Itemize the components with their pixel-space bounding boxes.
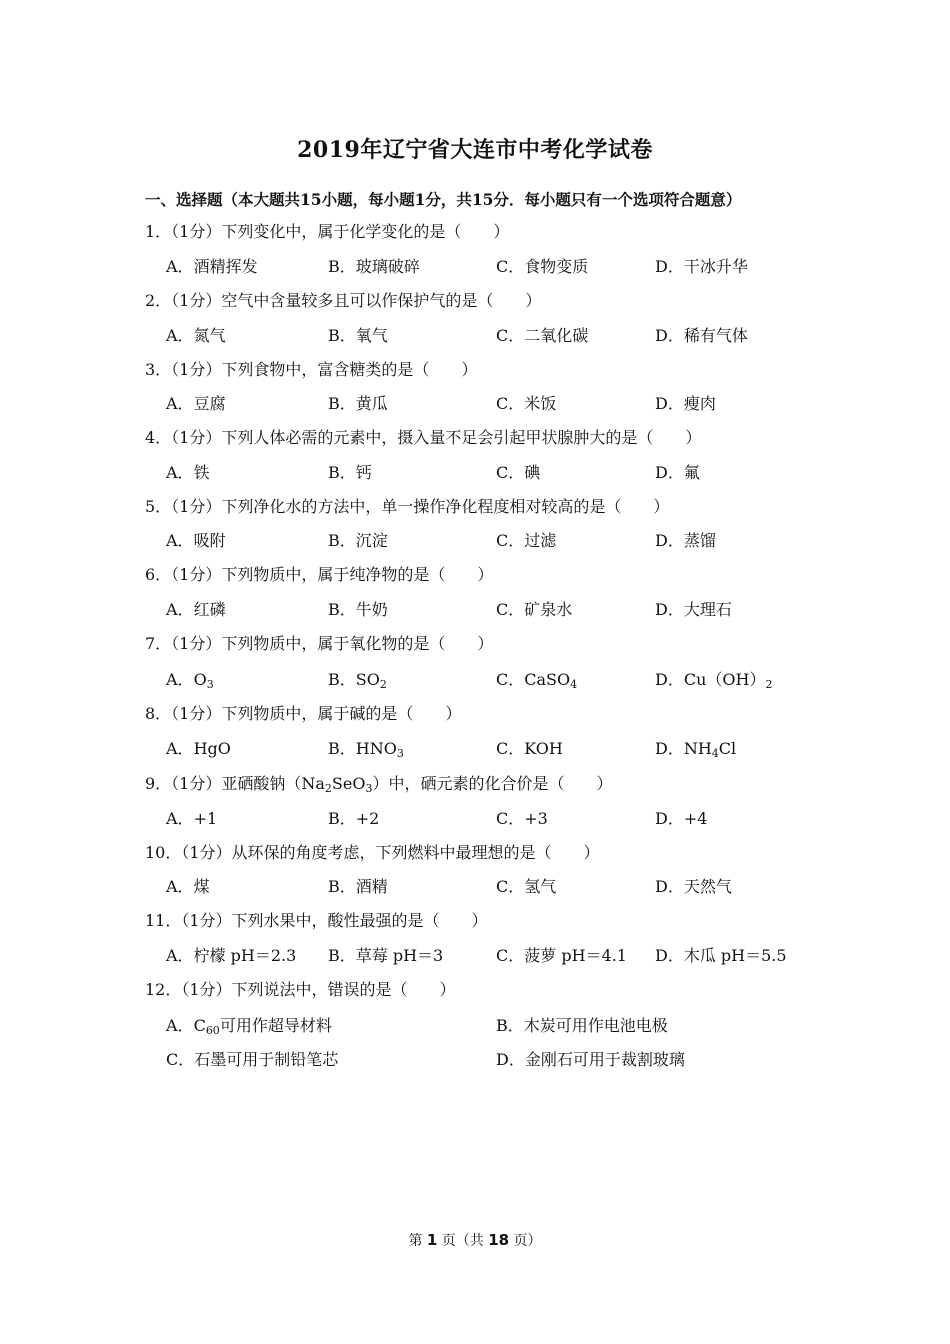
page-number: 1 xyxy=(426,1231,438,1249)
option-6b: B．牛奶 xyxy=(328,600,388,619)
option-1c: C．食物变质 xyxy=(496,257,589,276)
question-stem-10: 10．（1分）从环保的角度考虑，下列燃料中最理想的是（ ） xyxy=(145,843,600,862)
option-3c: C．米饭 xyxy=(496,394,557,413)
option-3a: A．豆腐 xyxy=(166,394,226,413)
option-2c: C．二氧化碳 xyxy=(496,326,589,345)
option-5d: D．蒸馏 xyxy=(655,531,716,550)
question-stem-1: 1．（1分）下列变化中，属于化学变化的是（ ） xyxy=(145,222,510,241)
option-10c: C．氢气 xyxy=(496,877,557,896)
option-10d: D．天然气 xyxy=(655,877,732,896)
option-1b: B．玻璃破碎 xyxy=(328,257,420,276)
option-4b: B．钙 xyxy=(328,463,372,482)
option-4a: A．铁 xyxy=(166,463,210,482)
option-8d: D．$NH_4Cl$ xyxy=(655,739,737,760)
question-stem-8: 8．（1分）下列物质中，属于碱的是（ ） xyxy=(145,704,462,723)
question-stem-11: 11．（1分）下列水果中，酸性最强的是（ ） xyxy=(145,911,488,930)
section-heading: 一、选择题（本大题共15小题，每小题1分，共15分．每小题只有一个选项符合题意） xyxy=(145,190,742,209)
option-6c: C．矿泉水 xyxy=(496,600,573,619)
option-11d: D．木瓜 pH＝5.5 xyxy=(655,946,787,965)
option-3b: B．黄瓜 xyxy=(328,394,388,413)
question-stem-2: 2．（1分）空气中含量较多且可以作保护气的是（ ） xyxy=(145,291,542,310)
option-7c: C．CaSO$_4$ xyxy=(496,670,578,691)
question-stem-6: 6．（1分）下列物质中，属于纯净物的是（ ） xyxy=(145,565,494,584)
option-5c: C．过滤 xyxy=(496,531,557,550)
option-2d: D．稀有气体 xyxy=(655,326,748,345)
question-stem-4: 4．（1分）下列人体必需的元素中，摄入量不足会引起甲状腺肿大的是（ ） xyxy=(145,428,702,447)
option-12a: A．$C_{60}$可用作超导材料 xyxy=(166,1016,332,1037)
option-5b: B．沉淀 xyxy=(328,531,388,550)
option-4d: D．氟 xyxy=(655,463,700,482)
option-2b: B．氧气 xyxy=(328,326,388,345)
question-stem-12: 12．（1分）下列说法中，错误的是（ ） xyxy=(145,980,456,999)
option-9a: A．+1 xyxy=(166,809,218,828)
option-8a: A．HgO xyxy=(166,739,231,758)
option-8b: B．$HNO_3$ xyxy=(328,739,404,760)
option-7d: D．$Cu(OH)_2$ xyxy=(655,670,773,691)
question-stem-7: 7．（1分）下列物质中，属于氧化物的是（ ） xyxy=(145,634,494,653)
option-2a: A．氮气 xyxy=(166,326,226,345)
option-1a: A．酒精挥发 xyxy=(166,257,258,276)
option-8c: C．KOH xyxy=(496,739,563,758)
option-3d: D．瘦肉 xyxy=(655,394,716,413)
option-7b: B．$SO_2$ xyxy=(328,670,387,691)
page-total: 18 xyxy=(488,1231,510,1249)
option-4c: C．碘 xyxy=(496,463,541,482)
option-10b: B．酒精 xyxy=(328,877,388,896)
option-9b: B．+2 xyxy=(328,809,380,828)
option-11c: C．菠萝 pH＝4.1 xyxy=(496,946,627,965)
question-stem-9: 9．（1分）亚硒酸钠$(Na_2SeO_3)$中，硒元素的化合价是（ ） xyxy=(145,774,613,795)
option-12c: C．石墨可用于制铅笔芯 xyxy=(166,1050,339,1069)
option-11a: A．柠檬 pH＝2.3 xyxy=(166,946,297,965)
option-1d: D．干冰升华 xyxy=(655,257,748,276)
question-stem-5: 5．（1分）下列净化水的方法中，单一操作净化程度相对较高的是（ ） xyxy=(145,497,670,516)
option-11b: B．草莓 pH＝3 xyxy=(328,946,444,965)
option-6d: D．大理石 xyxy=(655,600,732,619)
option-7a: A．$O_3$ xyxy=(166,670,214,691)
option-9d: D．+4 xyxy=(655,809,708,828)
option-10a: A．煤 xyxy=(166,877,210,896)
option-9c: C．+3 xyxy=(496,809,548,828)
option-12d: D．金刚石可用于裁割玻璃 xyxy=(496,1050,685,1069)
option-6a: A．红磷 xyxy=(166,600,226,619)
option-12b: B．木炭可用作电池电极 xyxy=(496,1016,668,1035)
page-title: 2019年辽宁省大连市中考化学试卷 xyxy=(297,137,653,163)
question-stem-3: 3．（1分）下列食物中，富含糖类的是（ ） xyxy=(145,360,478,379)
page-footer: 第 1 页（共 18 页） xyxy=(408,1231,542,1249)
option-5a: A．吸附 xyxy=(166,531,226,550)
